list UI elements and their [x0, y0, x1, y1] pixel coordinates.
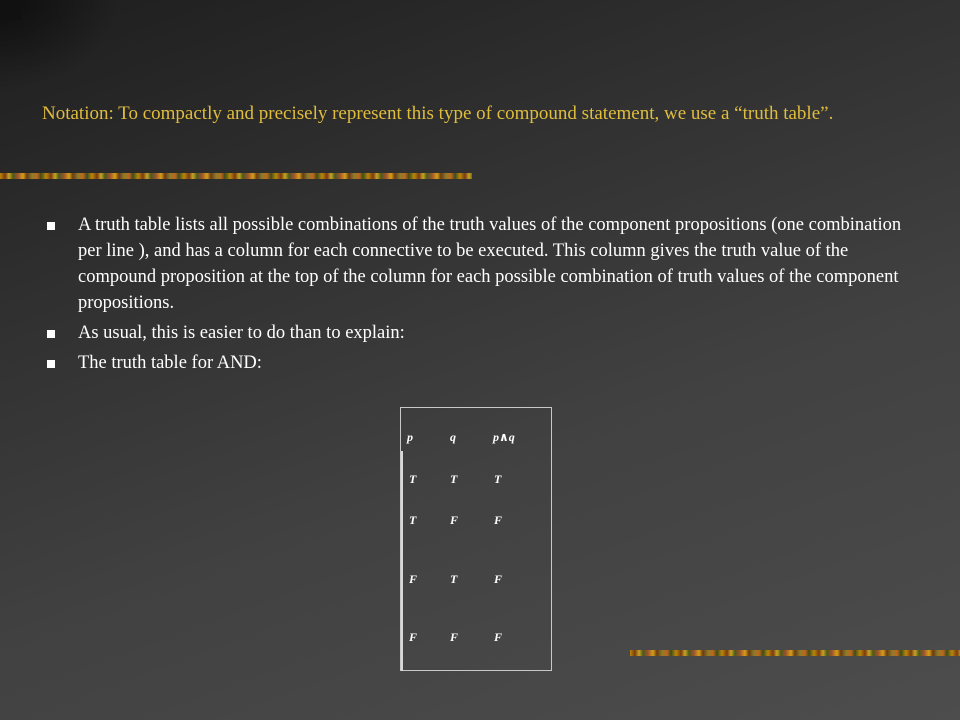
cell-r2-pq: F [494, 572, 503, 586]
cell-r3-pq: F [494, 630, 503, 644]
header-p-and-q: p∧q [493, 430, 515, 444]
bullet-text: A truth table lists all possible combinations of the truth values of the component propositions (one combination per line ), and has a column for each connective to be executed. This column gives the truth value of the compound proposition at the top of the column for each possible combination of truth values of the component propositions. [78, 215, 902, 313]
bullet-item [42, 320, 902, 346]
bullet-text: The truth table for AND: [78, 353, 262, 373]
bullet-square-icon [47, 360, 55, 368]
cell-r2-q: T [450, 572, 458, 586]
cell-r0-q: T [450, 472, 458, 486]
bullet-item [42, 350, 902, 376]
bullet-text: As usual, this is easier to do than to explain: [78, 323, 405, 343]
cell-r3-q: F [450, 630, 459, 644]
corner-block [0, 0, 22, 20]
cell-r1-pq: F [494, 513, 503, 527]
truth-table [400, 407, 552, 671]
cell-r0-p: T [409, 472, 417, 486]
cell-r0-pq: T [494, 472, 502, 486]
decorative-stripe-bottom [630, 650, 960, 656]
bullet-square-icon [47, 330, 55, 338]
slide-title: Notation: To compactly and precisely represent this type of compound statement, we use a “truth table”. [42, 103, 834, 124]
table-left-divider [401, 451, 403, 671]
cell-r3-p: F [409, 630, 418, 644]
decorative-stripe-top [0, 173, 472, 179]
header-q: q [450, 430, 456, 444]
cell-r1-q: F [450, 513, 459, 527]
cell-r1-p: T [409, 513, 417, 527]
bullet-item [42, 212, 902, 316]
bullet-square-icon [47, 222, 55, 230]
header-p: p [407, 430, 413, 444]
cell-r2-p: F [409, 572, 418, 586]
bullet-list [42, 212, 902, 380]
